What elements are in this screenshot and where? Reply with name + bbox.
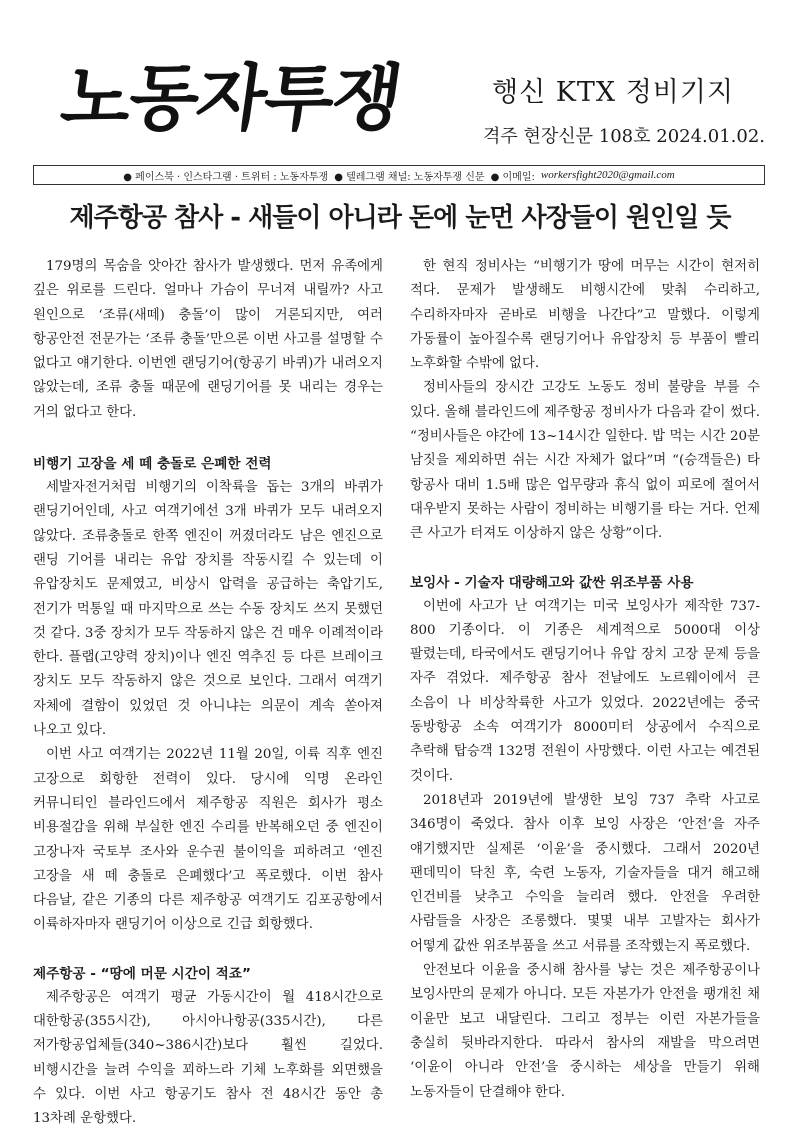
paragraph: 정비사들의 장시간 고강도 노동도 정비 불량을 부를 수 있다. 올해 블라인드에 제주항공 정비사가 다음과 같이 썼다. “정비사들은 야간에 13~14시간 일한다. 밥 먹는 시간 20분 남짓을 제외하면 쉬는 시간 자체가 없다”며 “(승객들은) 타 항공사 대비 1.5배 많은 업무량과 휴식 없이 피로에 절어서 대우받지 못하는 사람이 정비하는 비행기를 타는 거다. 언제 큰 사고가 터져도 이상하지 않은 상황”이다. (410, 380, 760, 542)
social-links: ● 페이스북 · 인스타그램 · 트위터 : 노동자투쟁 (123, 171, 329, 183)
site-title: 행신 KTX 정비기지 (492, 77, 735, 108)
email-address: workersfight2020@gmail.com (540, 169, 675, 181)
issue-info: 격주 현장신문 108호 2024.01.02. (483, 126, 766, 147)
section-heading: 제주항공 - “땅에 머문 시간이 적죠” (33, 965, 251, 982)
headline: 제주항공 참사 - 새들이 아니라 돈에 눈먼 사장들이 원인일 듯 (69, 203, 731, 233)
contact-bar (33, 165, 765, 185)
paragraph: 한 현직 정비사는 “비행기가 땅에 머무는 시간이 현저히 적다. 문제가 발생해도 비행시간에 맞춰 수리하고, 수리하자마자 곧바로 비행을 나간다”고 말했다. 이렇게 가동률이 높아질수록 랜딩기어나 유압장치 등 부품이 빨리 노후화할 수밖에 없다. (410, 259, 760, 372)
paragraph: 179명의 목숨을 앗아간 참사가 발생했다. 먼저 유족에게 깊은 위로를 드린다. 얼마나 가슴이 무너져 내릴까? 사고 원인으로 ‘조류(새떼) 충돌’이 많이 거론되지만, 여러 항공안전 전문가는 ‘조류 충돌’만으론 이번 사고를 설명할 수 없다고 얘기한다. 이번엔 랜딩기어(항공기 바퀴)가 내려오지 않았는데, 조류 충돌 때문에 랜딩기어를 못 내리는 경우는 거의 없다고 한다. (33, 259, 383, 420)
email-label: ● 이메일: (490, 171, 535, 183)
section-heading: 보잉사 - 기술자 대량해고와 값싼 위조부품 사용 (410, 574, 694, 591)
section-heading: 비행기 고장을 세 떼 충돌로 은폐한 전력 (33, 456, 272, 473)
paragraph: 2018년과 2019년에 발생한 보잉 737 추락 사고로 346명이 죽었다. 참사 이후 보잉 사장은 ‘안전’을 자주 얘기했지만 실제론 ‘이윤’을 중시했다. 그래서 2020년 팬데믹이 닥친 후, 숙련 노동자, 기술자들을 대거 해고해 인건비를 낮추고 수익을 늘리려 했다. 안전을 우려한 사람들을 사장은 조롱했다. 몇몇 내부 고발자는 회사가 어떻게 값싼 위조부품을 쓰고 서류를 조작했는지 폭로했다. (410, 792, 760, 954)
right-column (410, 255, 760, 1105)
telegram-channel: ● 텔레그램 채널: 노동자투쟁 신문 (334, 171, 485, 183)
paragraph: 제주항공은 여객기 평균 가동시간이 월 418시간으로 대한항공(355시간), 아시아나항공(335시간), 다른 저가항공업체들(340~386시간)보다 훨씬 길었다. 비행시간을 늘려 수익을 꾀하느라 기체 노후화를 외면했을 수 있다. 이번 사고 항공기도 참사 전 48시간 동안 총 13차례 운항했다. (33, 989, 383, 1127)
paragraph: 이번에 사고가 난 여객기는 미국 보잉사가 제작한 737-800 기종이다. 이 기종은 세계적으로 5000대 이상 팔렸는데, 타국에서도 랜딩기어나 유압 장치 고장 문제 등을 자주 겪었다. 제주항공 참사 전날에도 노르웨이에서 큰 소음이 나 비상착륙한 사고가 있었다. 2022년에는 중국 동방항공 소속 여객기가 8000미터 상공에서 수직으로 추락해 탑승객 132명 전원이 사망했다. 이런 사고는 예견된 것이다. (410, 598, 760, 784)
paragraph: 이번 사고 여객기는 2022년 11월 20일, 이륙 직후 엔진 고장으로 회항한 전력이 있다. 당시에 익명 온라인 커뮤니티인 블라인드에서 제주항공 직원은 회사가 평소 비용절감을 위해 부실한 엔진 수리를 반복해오던 중 엔진이 고장나자 국토부 조사와 운수권 불이익을 피하려고 ‘엔진 고장을 새 떼 충돌로 은폐했다’고 폭로했다. 이번 참사 다음날, 같은 기종의 다른 제주항공 여객기도 김포공항에서 이륙하자마자 랜딩기어 이상으로 긴급 회항했다. (33, 747, 383, 933)
left-column (33, 255, 383, 1132)
paragraph: 세발자전거처럼 비행기의 이착륙을 돕는 3개의 바퀴가 랜딩기어인데, 사고 여객기에선 3개 바퀴가 모두 내려오지 않았다. 조류충돌로 한쪽 엔진이 꺼졌더라도 남은 엔진으로 랜딩 기어를 내리는 유압 장치를 작동시킬 수 있는데 이 유압장치도 문제였고, 비상시 압력을 공급하는 축압기도, 전기가 먹통일 때 마지막으로 쓰는 수동 장치도 쓰지 못했던 것 같다. 3중 장치가 모두 작동하지 않은 건 매우 이례적이라 한다. 플랩(고양력 장치)이나 엔진 역추진 등 다른 브레이크 장치도 모두 작동하지 않은 것으로 보인다. 그래서 여객기 자체에 결함이 있었던 것 아니냐는 의문이 계속 쏟아져 나오고 있다. (33, 480, 383, 739)
paragraph: 안전보다 이윤을 중시해 참사를 낳는 것은 제주항공이나 보잉사만의 문제가 아니다. 모든 자본가가 안전을 팽개친 채 이윤만 보고 내달린다. 그리고 정부는 이런 자본가들을 충실히 뒷바라지한다. 따라서 참사의 재발을 막으려면 ‘이윤이 아니라 안전’을 중시하는 세상을 만들기 위해 노동자들이 단결해야 한다. (410, 963, 760, 1100)
masthead-logo: 노동자투쟁 (56, 56, 406, 140)
